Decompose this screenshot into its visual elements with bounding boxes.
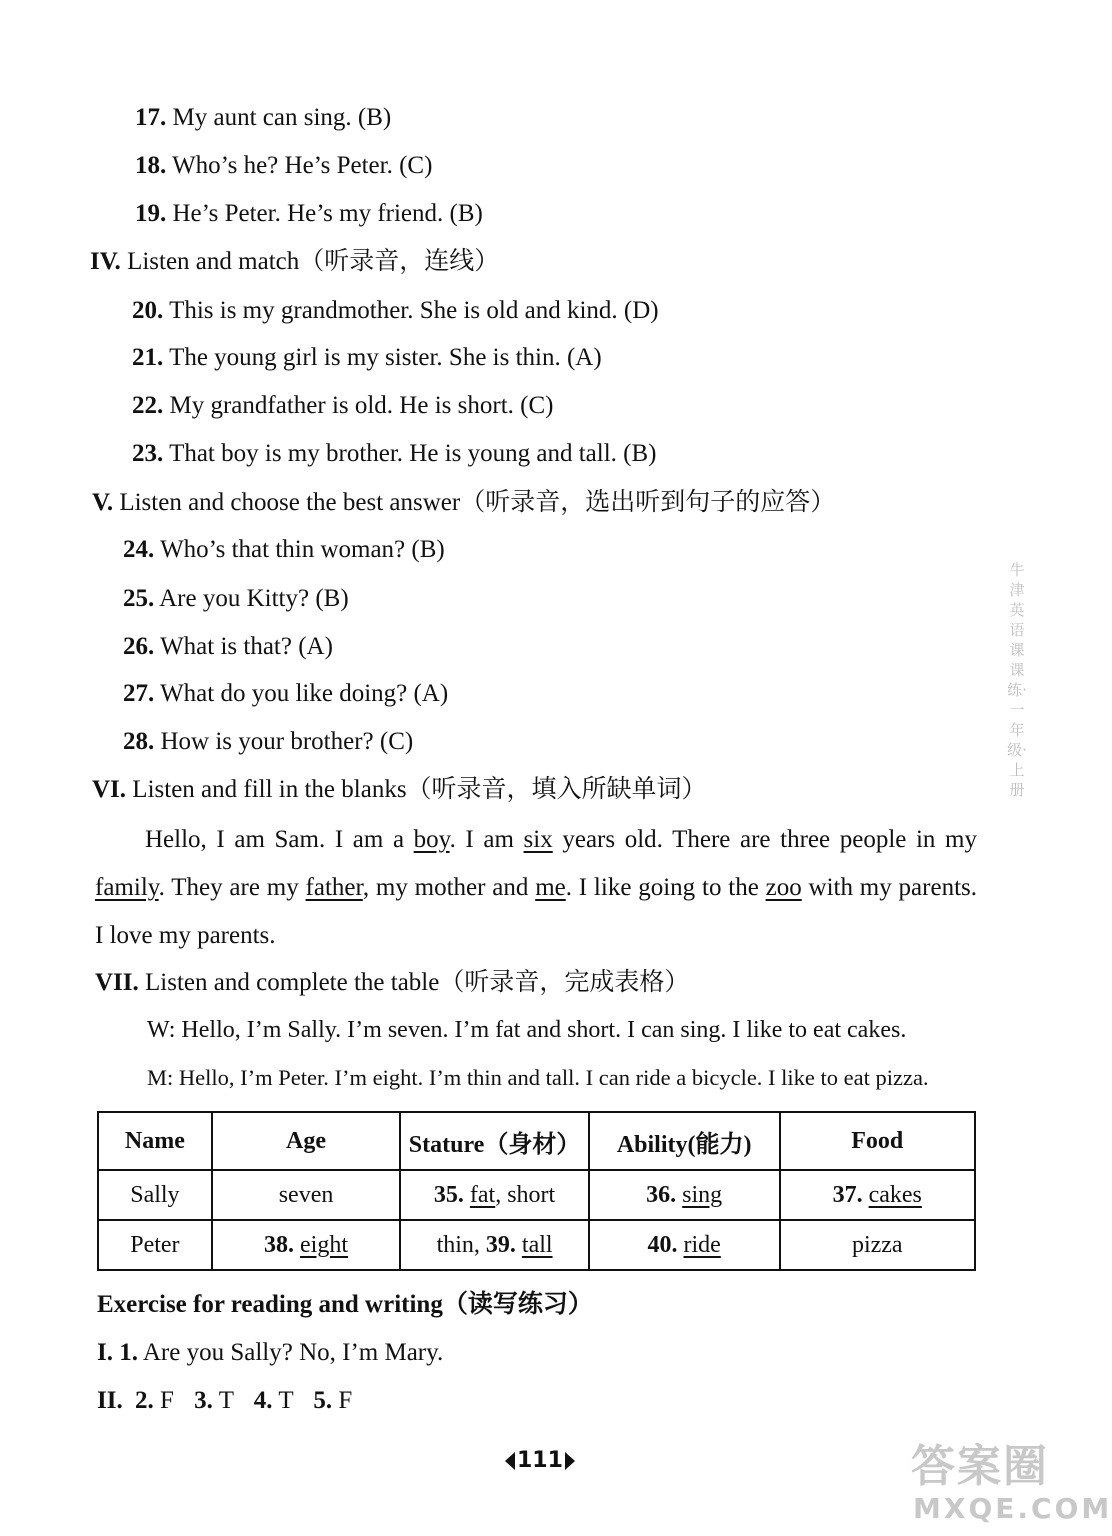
dialogue-line-w: W: Hello, I’m Sally. I’m seven. I’m fat and short. I can sing. I like to eat cakes. [147, 1017, 907, 1043]
rw-item: I. 1. Are you Sally? No, I’m Mary. [97, 1339, 444, 1366]
page-number: 111 [505, 1448, 575, 1473]
cell-ability: 40. ride [589, 1220, 780, 1270]
column-header: Name [98, 1112, 212, 1170]
answer-item: 26. What is that? (A) [123, 633, 333, 660]
answer-item: 25. Are you Kitty? (B) [123, 585, 349, 612]
answer-item: 24. Who’s that thin woman? (B) [123, 536, 445, 563]
blank-answer: zoo [765, 874, 802, 901]
cell-age: 38. eight [212, 1220, 400, 1270]
answer-item: 22. My grandfather is old. He is short. (C) [132, 392, 554, 419]
table-row [98, 1170, 975, 1220]
answer-item: 18. Who’s he? He’s Peter. (C) [135, 152, 433, 179]
triangle-right-icon [565, 1452, 575, 1470]
column-header: Ability(能力) [589, 1112, 780, 1170]
answer-item: 27. What do you like doing? (A) [123, 680, 449, 707]
fill-in-passage: Hello, I am Sam. I am a boy. I am six years old. There are three people in my family. They are my father, my mother and me. I like going to the zoo with my parents. I love my parents. [95, 826, 977, 949]
answer-item: 19. He’s Peter. He’s my friend. (B) [135, 200, 483, 227]
blank-answer: boy [413, 826, 450, 853]
blank-answer: father [305, 874, 363, 901]
column-header: Age [212, 1112, 400, 1170]
cell-name: Sally [98, 1170, 212, 1220]
triangle-left-icon [505, 1452, 515, 1470]
rw-heading: Exercise for reading and writing（读写练习） [97, 1291, 593, 1318]
dialogue-line-m: M: Hello, I’m Peter. I’m eight. I’m thin and tall. I can ride a bicycle. I like to eat pizza. [147, 1065, 929, 1090]
blank-answer: family [95, 874, 159, 901]
answer-table [97, 1111, 976, 1271]
answer-item: 20. This is my grandmother. She is old and kind. (D) [132, 297, 659, 324]
rw-item: II. 2. F 3. T 4. T 5. F [97, 1387, 353, 1414]
section-heading: V. Listen and choose the best answer（听录音，选出听到句子的应答） [92, 489, 836, 516]
answer-item: 17. My aunt can sing. (B) [135, 104, 392, 131]
column-header: Food [780, 1112, 976, 1170]
cell-age: seven [212, 1170, 400, 1220]
cell-ability: 36. sing [589, 1170, 780, 1220]
answer-item: 23. That boy is my brother. He is young and tall. (B) [132, 440, 657, 467]
cell-food: pizza [780, 1220, 976, 1270]
blank-answer: me [535, 874, 566, 901]
column-header: Stature（身材） [400, 1112, 589, 1170]
answer-item: 28. How is your brother? (C) [123, 728, 414, 755]
cell-food: 37. cakes [780, 1170, 976, 1220]
cell-name: Peter [98, 1220, 212, 1270]
side-caption: 牛津英语课课练·一年级·上册 [1007, 561, 1027, 799]
section-heading: VII. Listen and complete the table（听录音，完成表格） [95, 969, 690, 996]
cell-stature: thin, 39. tall [400, 1220, 589, 1270]
table-row [98, 1220, 975, 1270]
cell-stature: 35. fat, short [400, 1170, 589, 1220]
blank-answer: six [523, 826, 553, 853]
section-heading: IV. Listen and match（听录音，连线） [90, 248, 500, 275]
table-header-row [98, 1112, 975, 1170]
section-heading: VI. Listen and fill in the blanks（听录音，填入所缺单词） [92, 776, 707, 803]
answer-item: 21. The young girl is my sister. She is thin. (A) [132, 344, 602, 371]
watermark-logo: 答案圈 MXQE.COM [911, 1441, 1112, 1525]
